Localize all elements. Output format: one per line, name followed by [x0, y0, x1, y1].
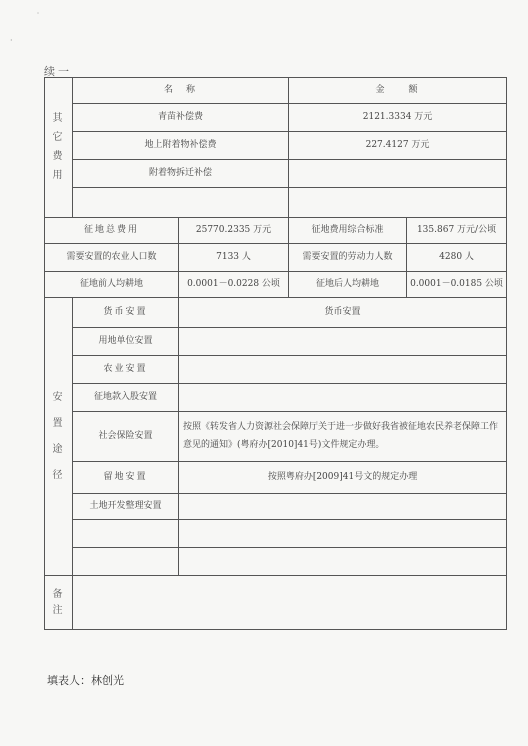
agri-population-value: 7133 人 [179, 244, 289, 272]
continuation-label: 续一 [44, 65, 72, 78]
cost-item-name: 附着物拆迁补偿 [73, 160, 289, 188]
scan-mark: ˙ [36, 12, 40, 21]
placement-type-label: 留地安置 [73, 462, 179, 494]
land-acquisition-form [44, 77, 507, 630]
placement-type-label: 征地款入股安置 [73, 384, 179, 412]
labor-count-value: 4280 人 [407, 244, 507, 272]
form-filler [47, 672, 124, 688]
placement-type-label: 社会保险安置 [73, 412, 179, 462]
placement-content: 按照粤府办[2009]41号文的规定办理 [179, 462, 507, 494]
cost-item-name [73, 188, 289, 218]
farmland-before-label: 征地前人均耕地 [45, 272, 179, 298]
farmland-before-value: 0.0001－0.0228 公顷 [179, 272, 289, 298]
placement-content [179, 548, 507, 576]
remarks-heading: 备 注 [45, 576, 73, 630]
other-costs-heading: 其 它 费 用 [45, 78, 73, 218]
placement-type-label: 货币安置 [73, 298, 179, 328]
placement-content [179, 328, 507, 356]
filler-label: 填表人： [47, 674, 91, 687]
labor-count-label: 需要安置的劳动力人数 [289, 244, 407, 272]
placement-content: 按照《转发省人力资源社会保障厅关于进一步做好我省被征地农民养老保障工作意见的通知》(粤府办[2010]41号)文件规定办理。 [179, 412, 507, 462]
placement-content: 货币安置 [179, 298, 507, 328]
placement-heading: 安 置 途 径 [45, 298, 73, 576]
cost-item-name: 地上附着物补偿费 [73, 132, 289, 160]
filler-name: 林创光 [91, 674, 124, 687]
column-header-amount: 金 额 [289, 78, 507, 104]
placement-type-label: 用地单位安置 [73, 328, 179, 356]
cost-item-amount [289, 188, 507, 218]
cost-item-amount [289, 160, 507, 188]
placement-type-label: 土地开发整理安置 [73, 494, 179, 520]
farmland-after-value: 0.0001－0.0185 公顷 [407, 272, 507, 298]
cost-item-amount: 227.4127 万元 [289, 132, 507, 160]
farmland-after-label: 征地后人均耕地 [289, 272, 407, 298]
placement-content [179, 494, 507, 520]
cost-item-amount: 2121.3334 万元 [289, 104, 507, 132]
placement-content [179, 356, 507, 384]
placement-content [179, 520, 507, 548]
placement-type-label: 农业安置 [73, 356, 179, 384]
cost-standard-label: 征地费用综合标准 [289, 218, 407, 244]
placement-type-label [73, 548, 179, 576]
total-cost-label: 征地总费用 [45, 218, 179, 244]
placement-content [179, 384, 507, 412]
column-header-name: 名 称 [73, 78, 289, 104]
total-cost-value: 25770.2335 万元 [179, 218, 289, 244]
cost-standard-value: 135.867 万元/公顷 [407, 218, 507, 244]
remarks-content [73, 576, 507, 630]
cost-item-name: 青苗补偿费 [73, 104, 289, 132]
placement-type-label [73, 520, 179, 548]
scan-mark: · [10, 36, 13, 45]
agri-population-label: 需要安置的农业人口数 [45, 244, 179, 272]
